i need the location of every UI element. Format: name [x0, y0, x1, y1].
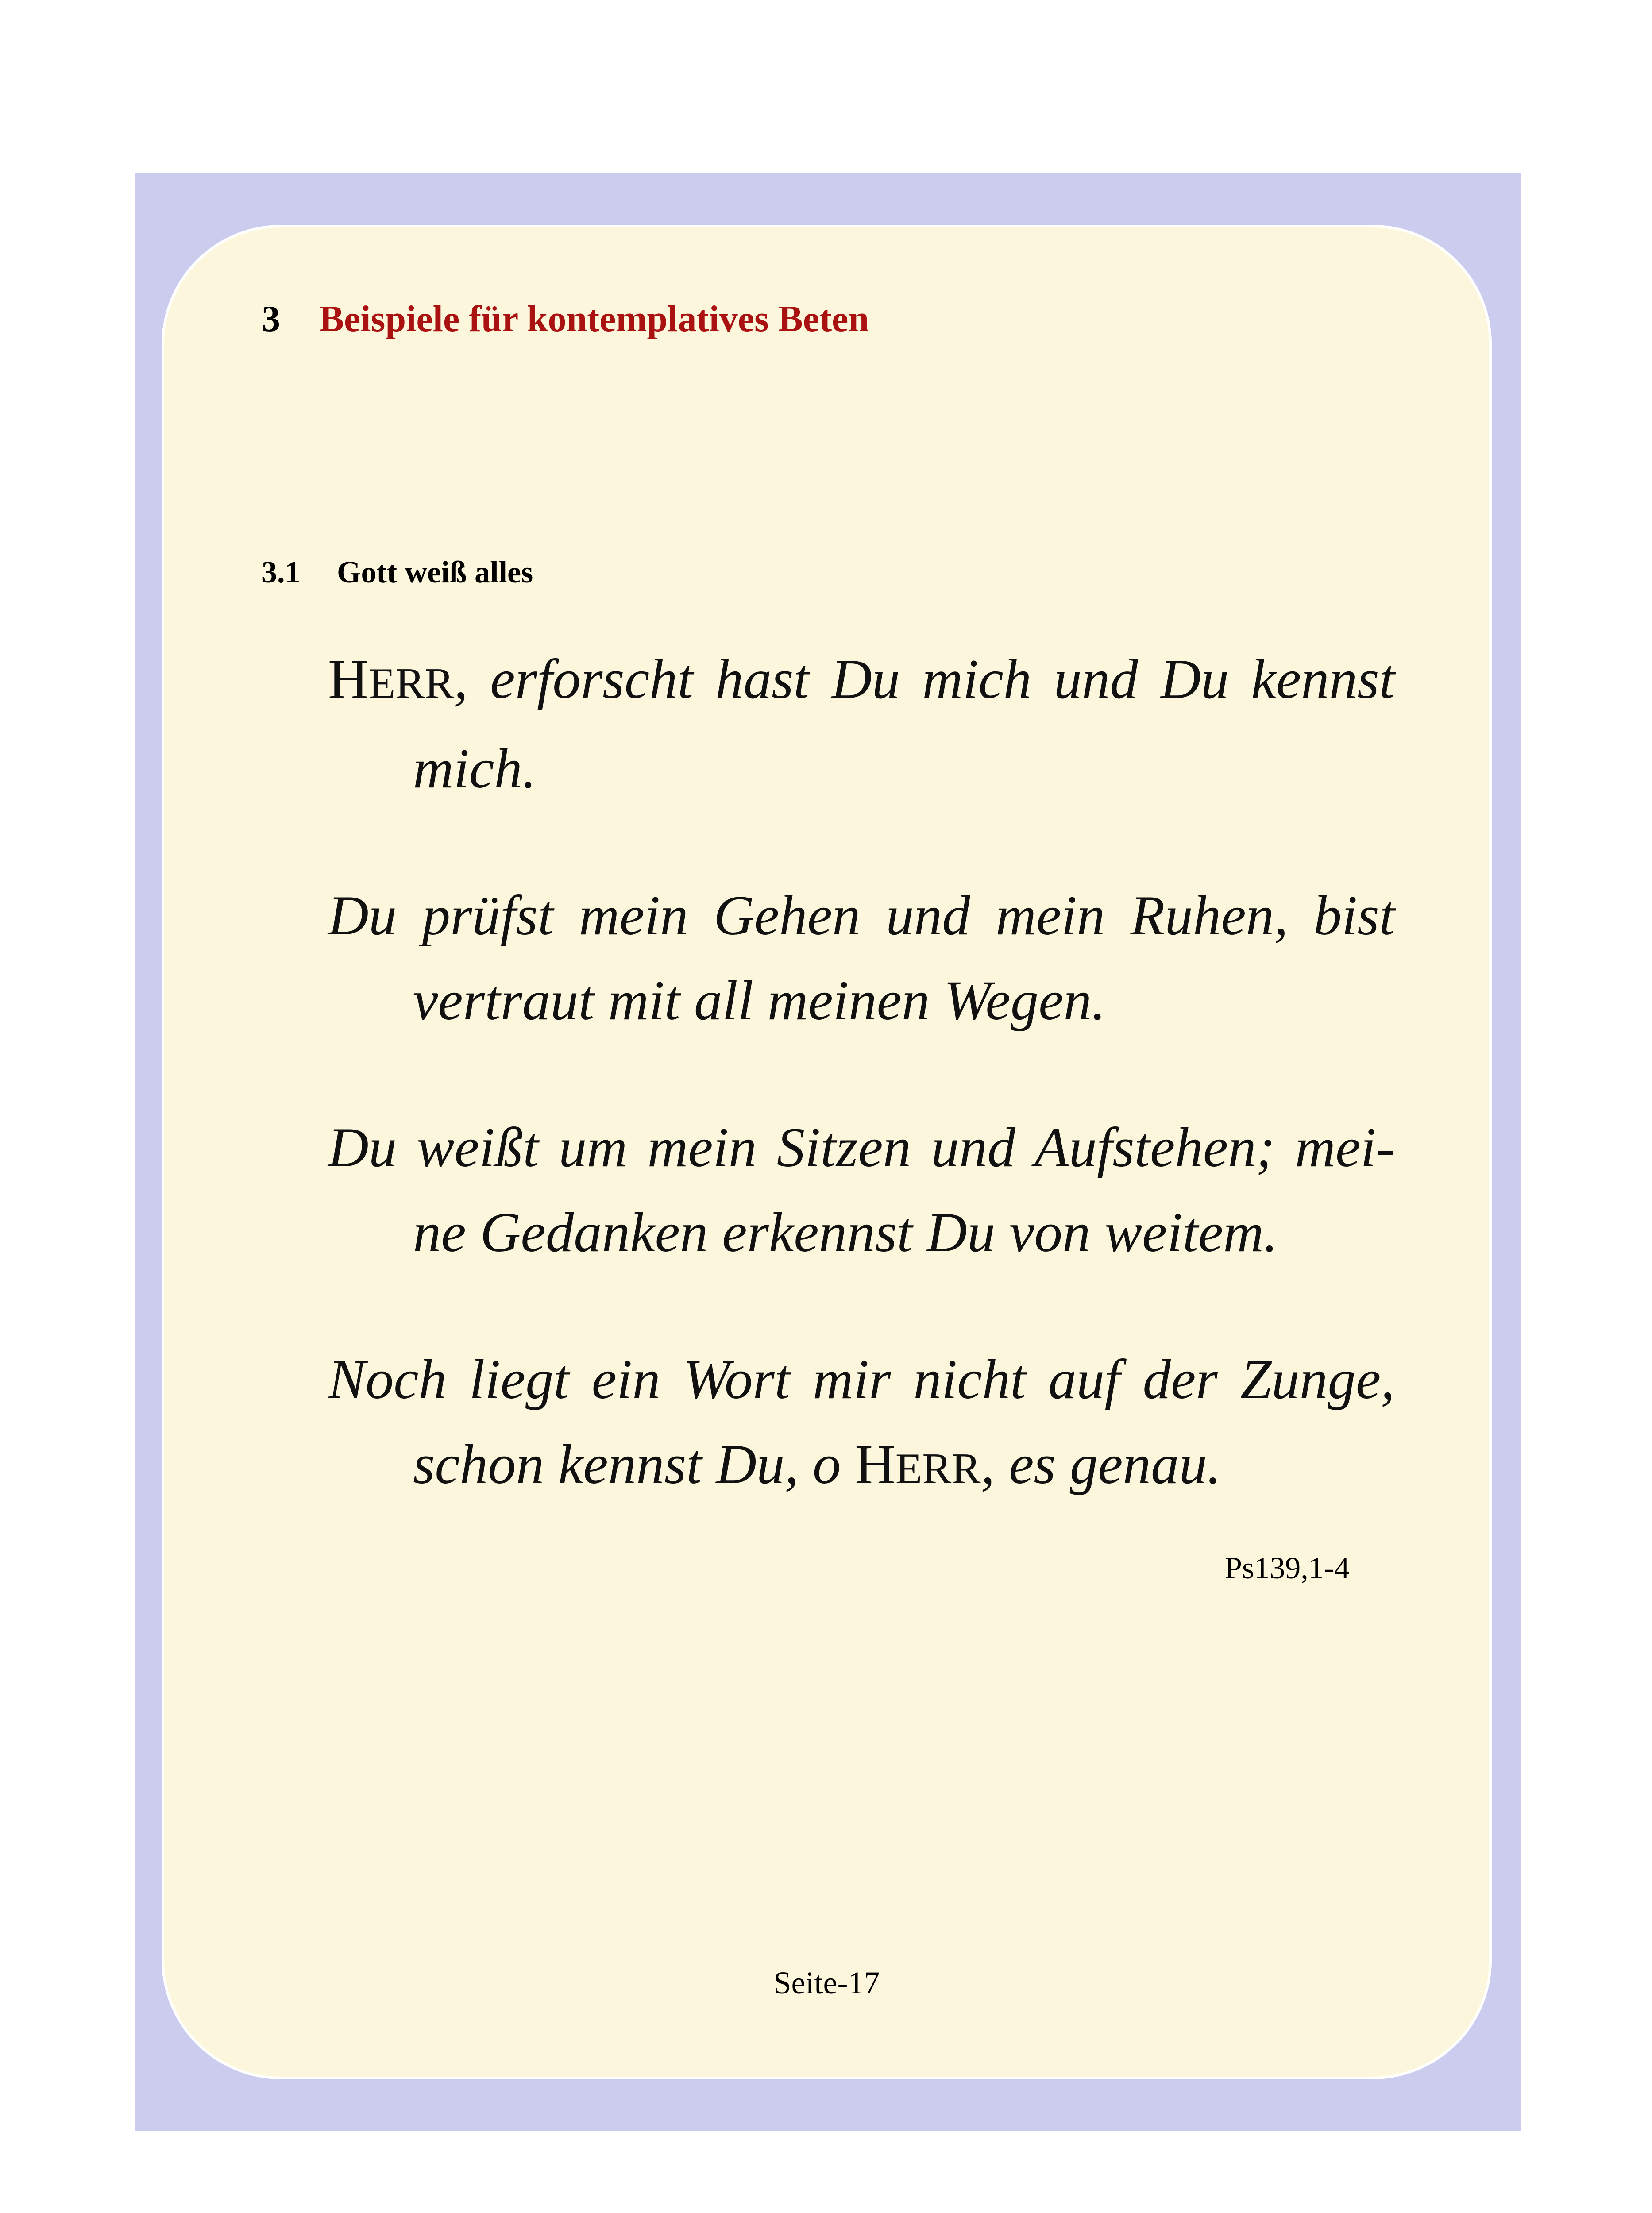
- subsection-heading: [262, 557, 533, 588]
- section-number: 3: [262, 298, 280, 339]
- lord-smallcaps: HERR: [855, 1434, 981, 1496]
- verse-1: HERR, erforscht hast Du mich und Du kennst mich.: [328, 648, 1395, 800]
- subsection-number: 3.1: [262, 555, 301, 590]
- verse-4: Noch liegt ein Wort mir nicht auf der Zunge, schon kennst Du, o HERR, es genau.: [328, 1349, 1395, 1496]
- verse-2: Du prüfst mein Gehen und mein Ruhen, bist vertraut mit all meinen Wegen.: [328, 885, 1395, 1032]
- section-heading: [262, 298, 869, 339]
- bible-reference: Ps139,1-4: [1225, 1551, 1350, 1585]
- verse-3: Du weißt um mein Sitzen und Aufstehen; mei-ne Gedanken erkennst Du von weitem.: [328, 1117, 1395, 1264]
- section-title: Beispiele für kontemplatives Beten: [319, 298, 869, 339]
- page-number: Seite-17: [773, 1965, 880, 2001]
- psalm-verses: [328, 637, 1395, 1511]
- page-frame: [135, 173, 1521, 2131]
- content-card: [162, 225, 1492, 2079]
- lord-smallcaps: HERR: [328, 648, 454, 710]
- subsection-title: Gott weiß alles: [337, 555, 533, 590]
